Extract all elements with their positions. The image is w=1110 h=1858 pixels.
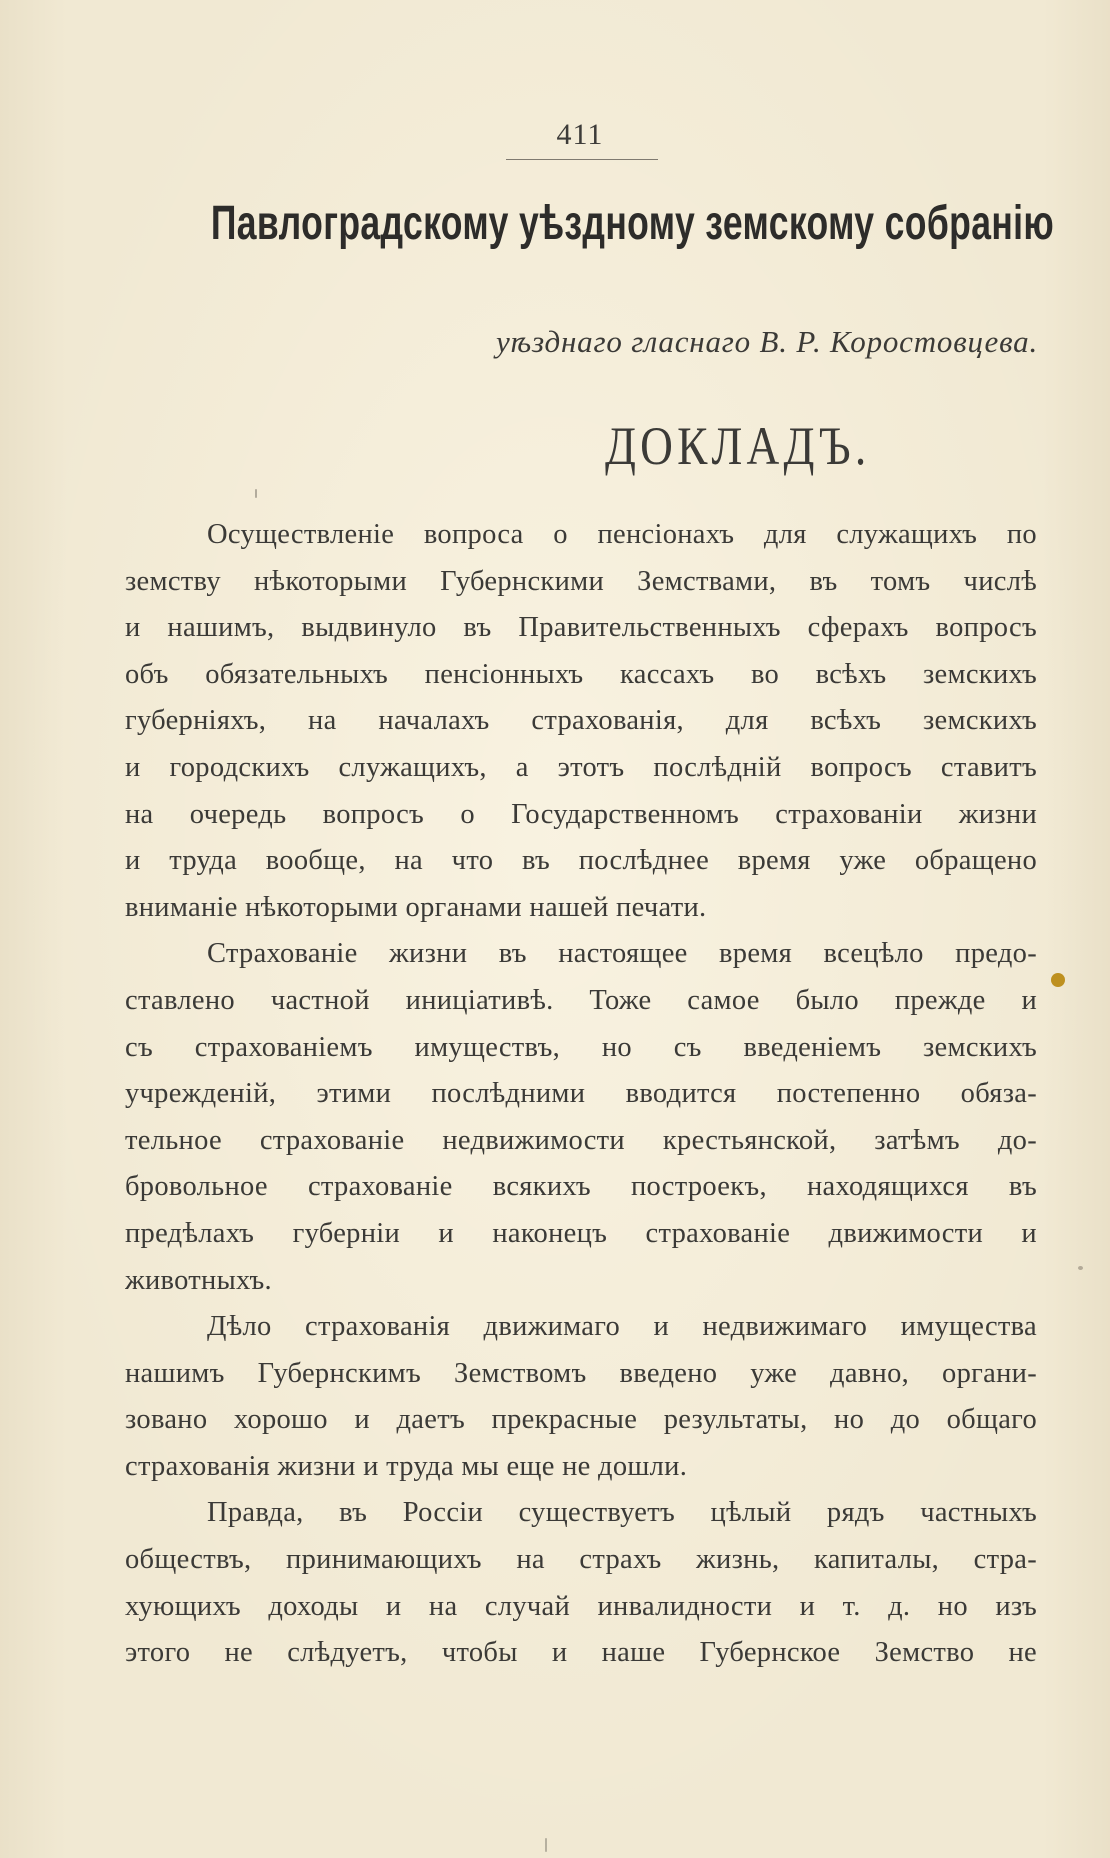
- text-line: съ страхованіемъ имуществъ, но съ введеніемъ земскихъ: [125, 1031, 1037, 1063]
- text-line: вниманіе нѣкоторыми органами нашей печати.: [125, 891, 707, 923]
- text-line: нашимъ Губернскимъ Земствомъ введено уже давно, органи-: [125, 1357, 1037, 1389]
- paragraph: [125, 1304, 1037, 1490]
- text-line: обществъ, принимающихъ на страхъ жизнь, капиталы, стра-: [125, 1544, 1037, 1576]
- paper-speck: [255, 489, 257, 498]
- ink-stain: [1051, 973, 1065, 987]
- body-text: [125, 512, 1037, 1677]
- text-line: и труда вообще, на что въ послѣднее время уже обращено: [125, 845, 1037, 877]
- page-number-rule: [506, 159, 658, 160]
- text-line: Правда, въ Россіи существуетъ цѣлый рядъ частныхъ: [207, 1497, 1037, 1529]
- paper-speck: [1078, 1266, 1083, 1270]
- text-line: ставлено частной иниціативѣ. Тоже самое было прежде и: [125, 984, 1037, 1016]
- paragraph: [125, 1490, 1037, 1676]
- text-line: тельное страхованіе недвижимости крестьянской, затѣмъ до-: [125, 1124, 1037, 1156]
- text-line: и городскихъ служащихъ, а этотъ послѣдній вопросъ ставитъ: [125, 751, 1037, 783]
- text-line: страхованія жизни и труда мы еще не дошли.: [125, 1450, 688, 1482]
- text-line: и нашимъ, выдвинуло въ Правительственныхъ сферахъ вопросъ: [125, 612, 1037, 644]
- text-line: Дѣло страхованія движимаго и недвижимаго имущества: [207, 1311, 1037, 1343]
- text-line: хующихъ доходы и на случай инвалидности и т. д. но изъ: [125, 1590, 1037, 1622]
- text-line: на очередь вопросъ о Государственномъ страхованіи жизни: [125, 798, 1037, 830]
- paragraph: [125, 512, 1037, 931]
- text-line: Осуществленіе вопроса о пенсіонахъ для служащихъ по: [207, 519, 1037, 550]
- page-number: 411: [556, 118, 604, 151]
- author-line: уѣзднаго гласнаго В. Р. Коростовцева.: [496, 324, 1038, 359]
- text-line: животныхъ.: [125, 1264, 272, 1296]
- text-line: Страхованіе жизни въ настоящее время всецѣло предо-: [207, 938, 1037, 970]
- text-line: губерніяхъ, на началахъ страхованія, для всѣхъ земскихъ: [125, 705, 1037, 737]
- text-line: предѣлахъ губерніи и наконецъ страхованіе движимости и: [125, 1217, 1037, 1249]
- report-heading: ДОКЛАДЪ.: [605, 416, 871, 476]
- text-line: учрежденій, этими послѣдними вводится постепенно обяза-: [125, 1078, 1037, 1110]
- document-title: Павлоградскому уѣздному земскому собранію: [210, 197, 1055, 250]
- paragraph: [125, 931, 1037, 1304]
- text-line: этого не слѣдуетъ, чтобы и наше Губернское Земство не: [125, 1637, 1037, 1669]
- text-line: зовано хорошо и даетъ прекрасные результаты, но до общаго: [125, 1404, 1037, 1436]
- text-line: объ обязательныхъ пенсіонныхъ кассахъ во всѣхъ земскихъ: [125, 658, 1037, 690]
- text-line: земству нѣкоторыми Губернскими Земствами, въ томъ числѣ: [125, 565, 1037, 597]
- text-line: бровольное страхованіе всякихъ построекъ, находящихся въ: [125, 1171, 1037, 1203]
- paper-speck: [545, 1838, 547, 1852]
